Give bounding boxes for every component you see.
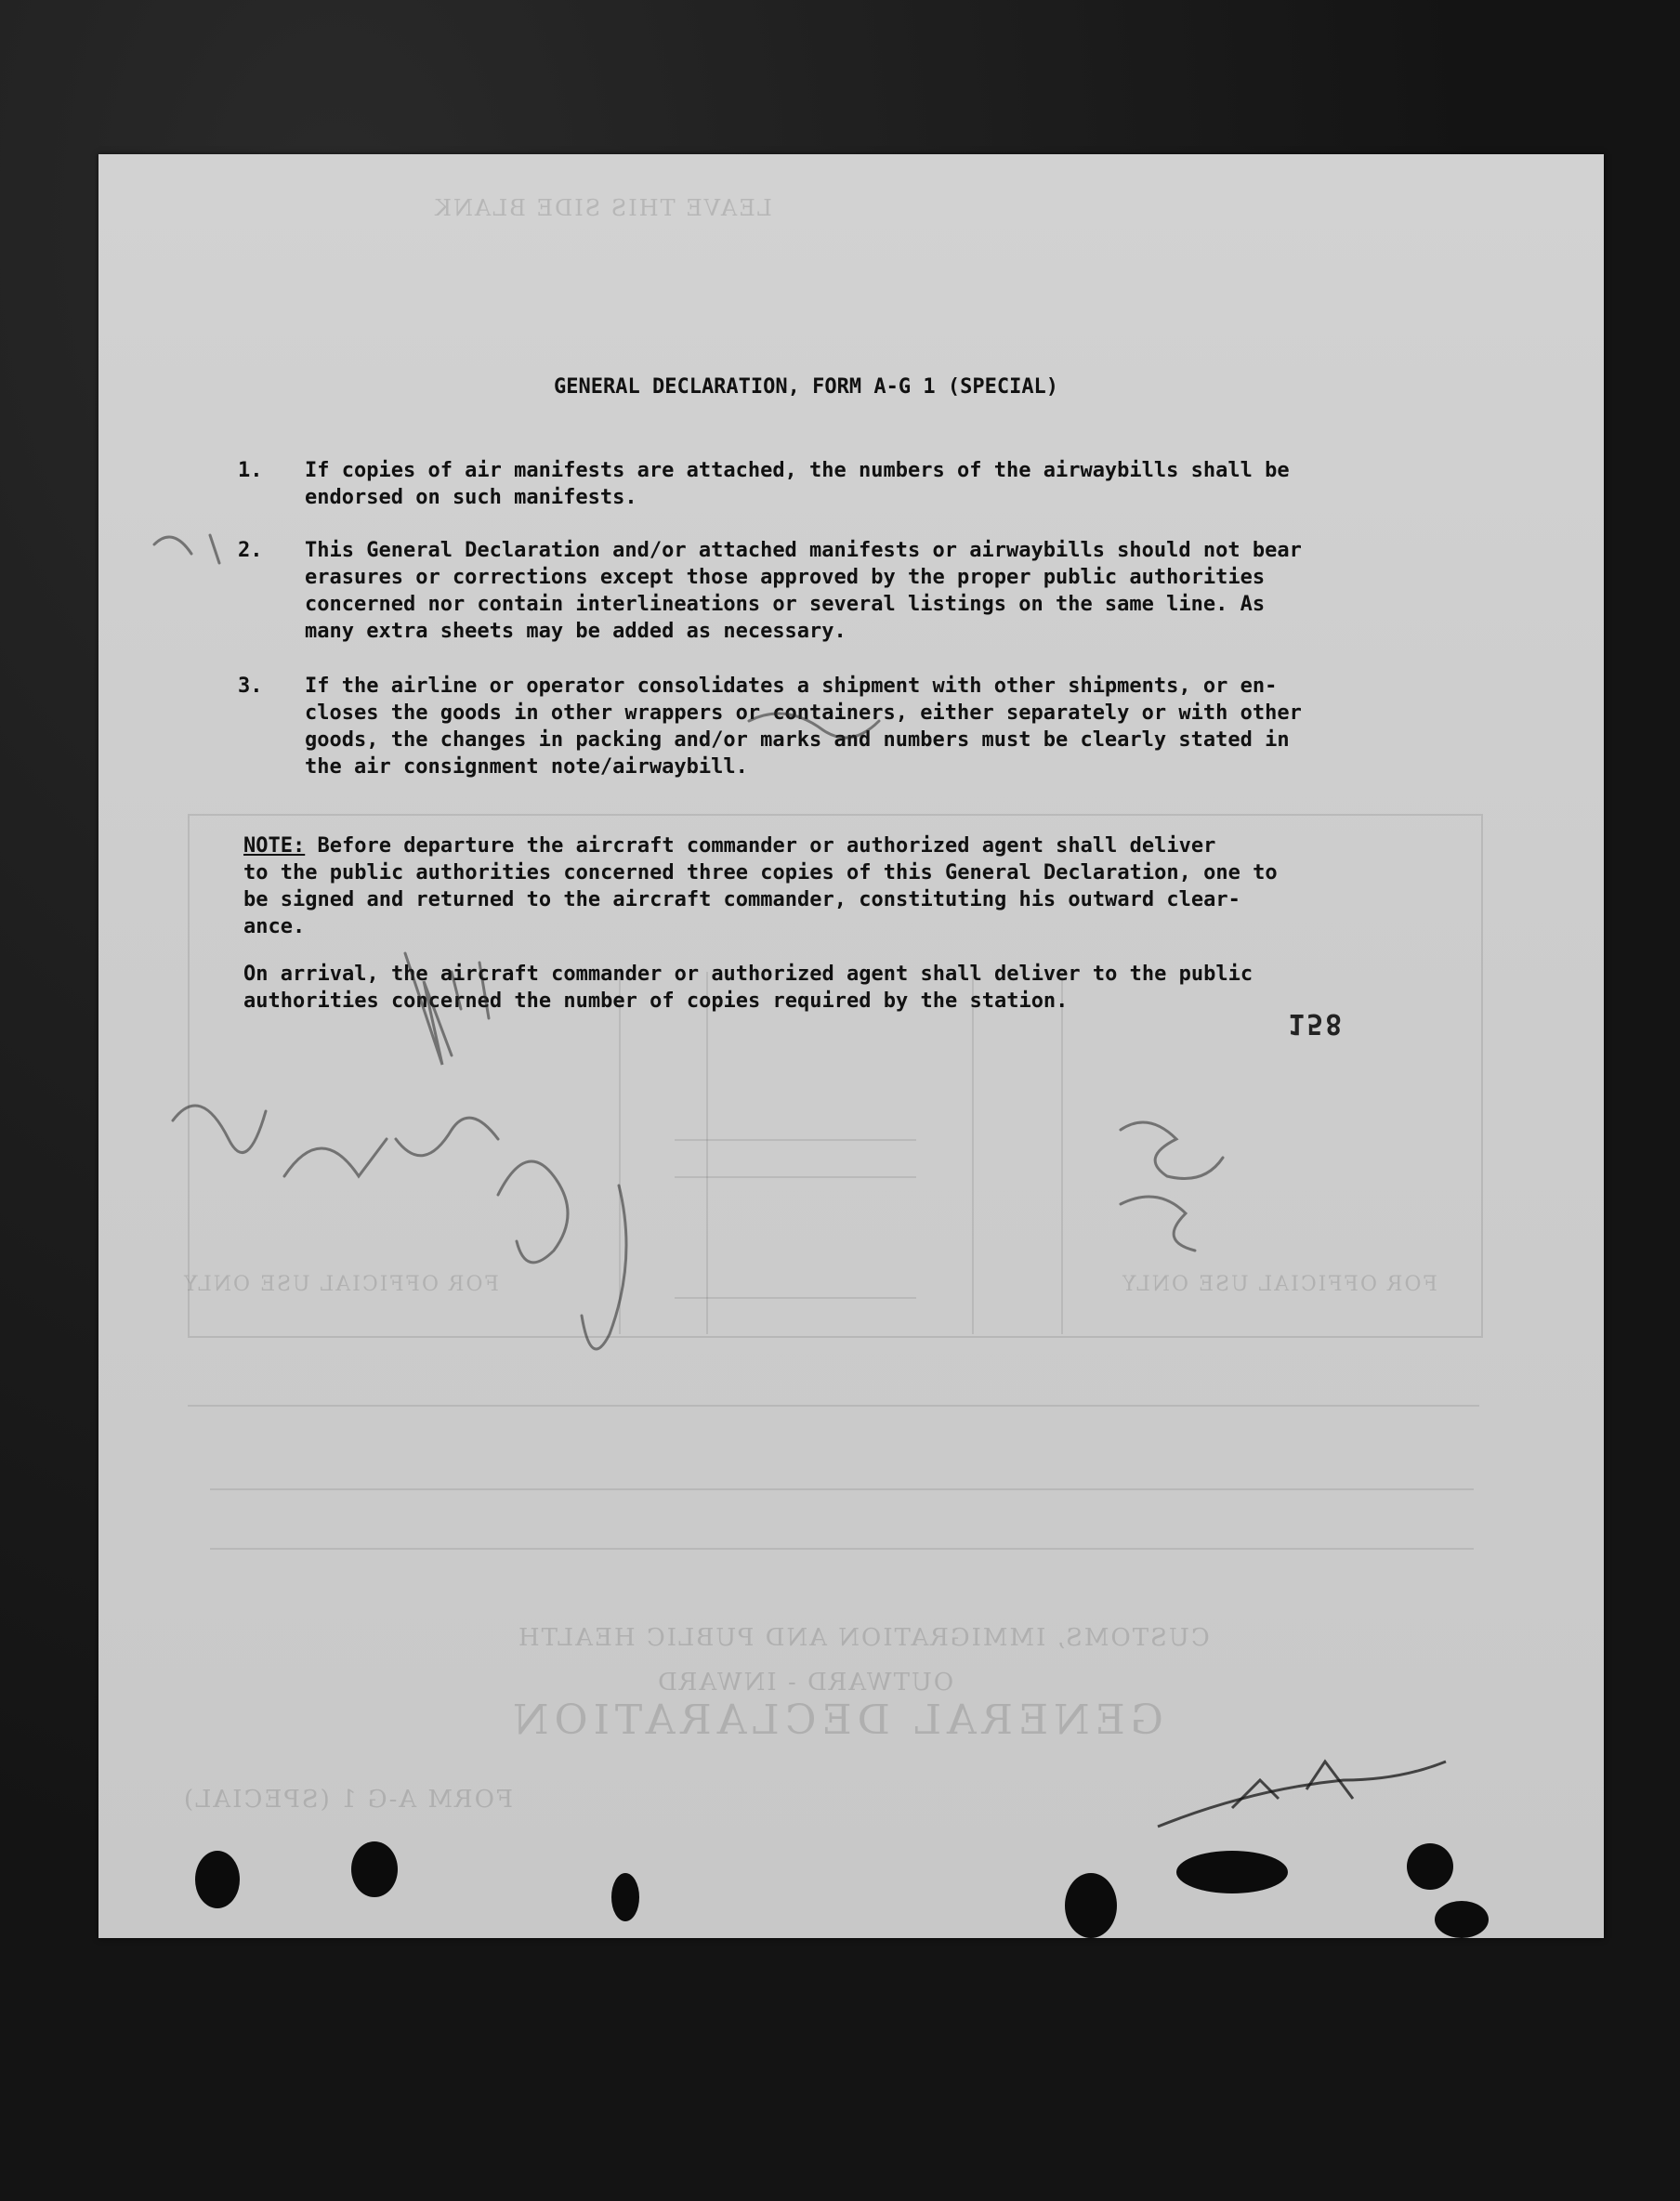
item-text: This General Declaration and/or attached manifests or airwaybills should not bear erasures or corrections except those approved by the proper public authorities concerned nor contain interlineations or several listings on the same line. As many extra sheets may be added as necessary.	[305, 539, 1302, 643]
instruction-item	[238, 537, 1567, 645]
bleed-through-official-use-right: FOR OFFICIAL USE ONLY	[1121, 1273, 1437, 1296]
item-number: 3.	[238, 675, 263, 698]
item-text: If copies of air manifests are attached, the numbers of the airwaybills shall be endorsed on such manifests.	[305, 459, 1290, 509]
bleed-through-divider	[619, 972, 621, 1334]
bleed-through-rule	[188, 1405, 1479, 1407]
note-text: Before departure the aircraft commander or authorized agent shall deliver to the public authorities concerned three copies of this General Declaration, one to be signed and returned to the aircraft commander, constituting his outward clear- ance.	[243, 834, 1278, 938]
bleed-through-top-note: LEAVE THIS SIDE BLANK	[433, 195, 772, 221]
binding-hole	[195, 1851, 240, 1908]
bleed-through-rule	[210, 1488, 1474, 1490]
binding-hole	[611, 1873, 639, 1921]
binding-hole	[351, 1841, 398, 1897]
instruction-item	[238, 673, 1567, 780]
item-number: 1.	[238, 459, 263, 482]
bleed-through-customs-line: CUSTOMS, IMMIGRATION AND PUBLIC HEALTH	[517, 1624, 1210, 1652]
stamped-number: 158	[1288, 1007, 1345, 1040]
binding-hole	[1407, 1843, 1453, 1890]
bleed-through-rule	[675, 1297, 916, 1299]
bleed-through-rule	[675, 1176, 916, 1178]
bleed-through-divider	[972, 972, 974, 1334]
arrival-text: On arrival, the aircraft commander or authorized agent shall deliver to the public authorities concerned the number of copies required by the station.	[243, 963, 1253, 1013]
bleed-through-official-use-left: FOR OFFICIAL USE ONLY	[182, 1273, 499, 1296]
document-title: GENERAL DECLARATION, FORM A-G 1 (SPECIAL)	[554, 375, 1059, 399]
bleed-through-divider	[1061, 972, 1063, 1334]
bleed-through-rule	[675, 1139, 916, 1141]
instruction-item	[238, 457, 1567, 511]
bleed-through-heading: GENERAL DECLARATION	[507, 1697, 1163, 1744]
bleed-through-divider	[706, 972, 708, 1334]
binding-hole	[1065, 1873, 1117, 1938]
note-label: NOTE:	[243, 834, 306, 858]
bleed-through-rule	[210, 1548, 1474, 1550]
bleed-through-subheading: OUTWARD - INWARD	[656, 1669, 954, 1697]
bleed-through-form-label: FORM A-G 1 (SPECIAL)	[182, 1786, 513, 1814]
note-section	[243, 832, 1572, 1015]
binding-hole	[1435, 1901, 1489, 1938]
item-number: 2.	[238, 539, 263, 562]
document-page	[98, 154, 1604, 1938]
binding-hole	[1176, 1851, 1288, 1893]
item-text: If the airline or operator consolidates a shipment with other shipments, or en- closes the goods in other wrappers or containers, either separately or with other goods, the changes in packing and/or marks and numbers must be clearly stated in the air consignment note/airwaybill.	[305, 675, 1302, 779]
